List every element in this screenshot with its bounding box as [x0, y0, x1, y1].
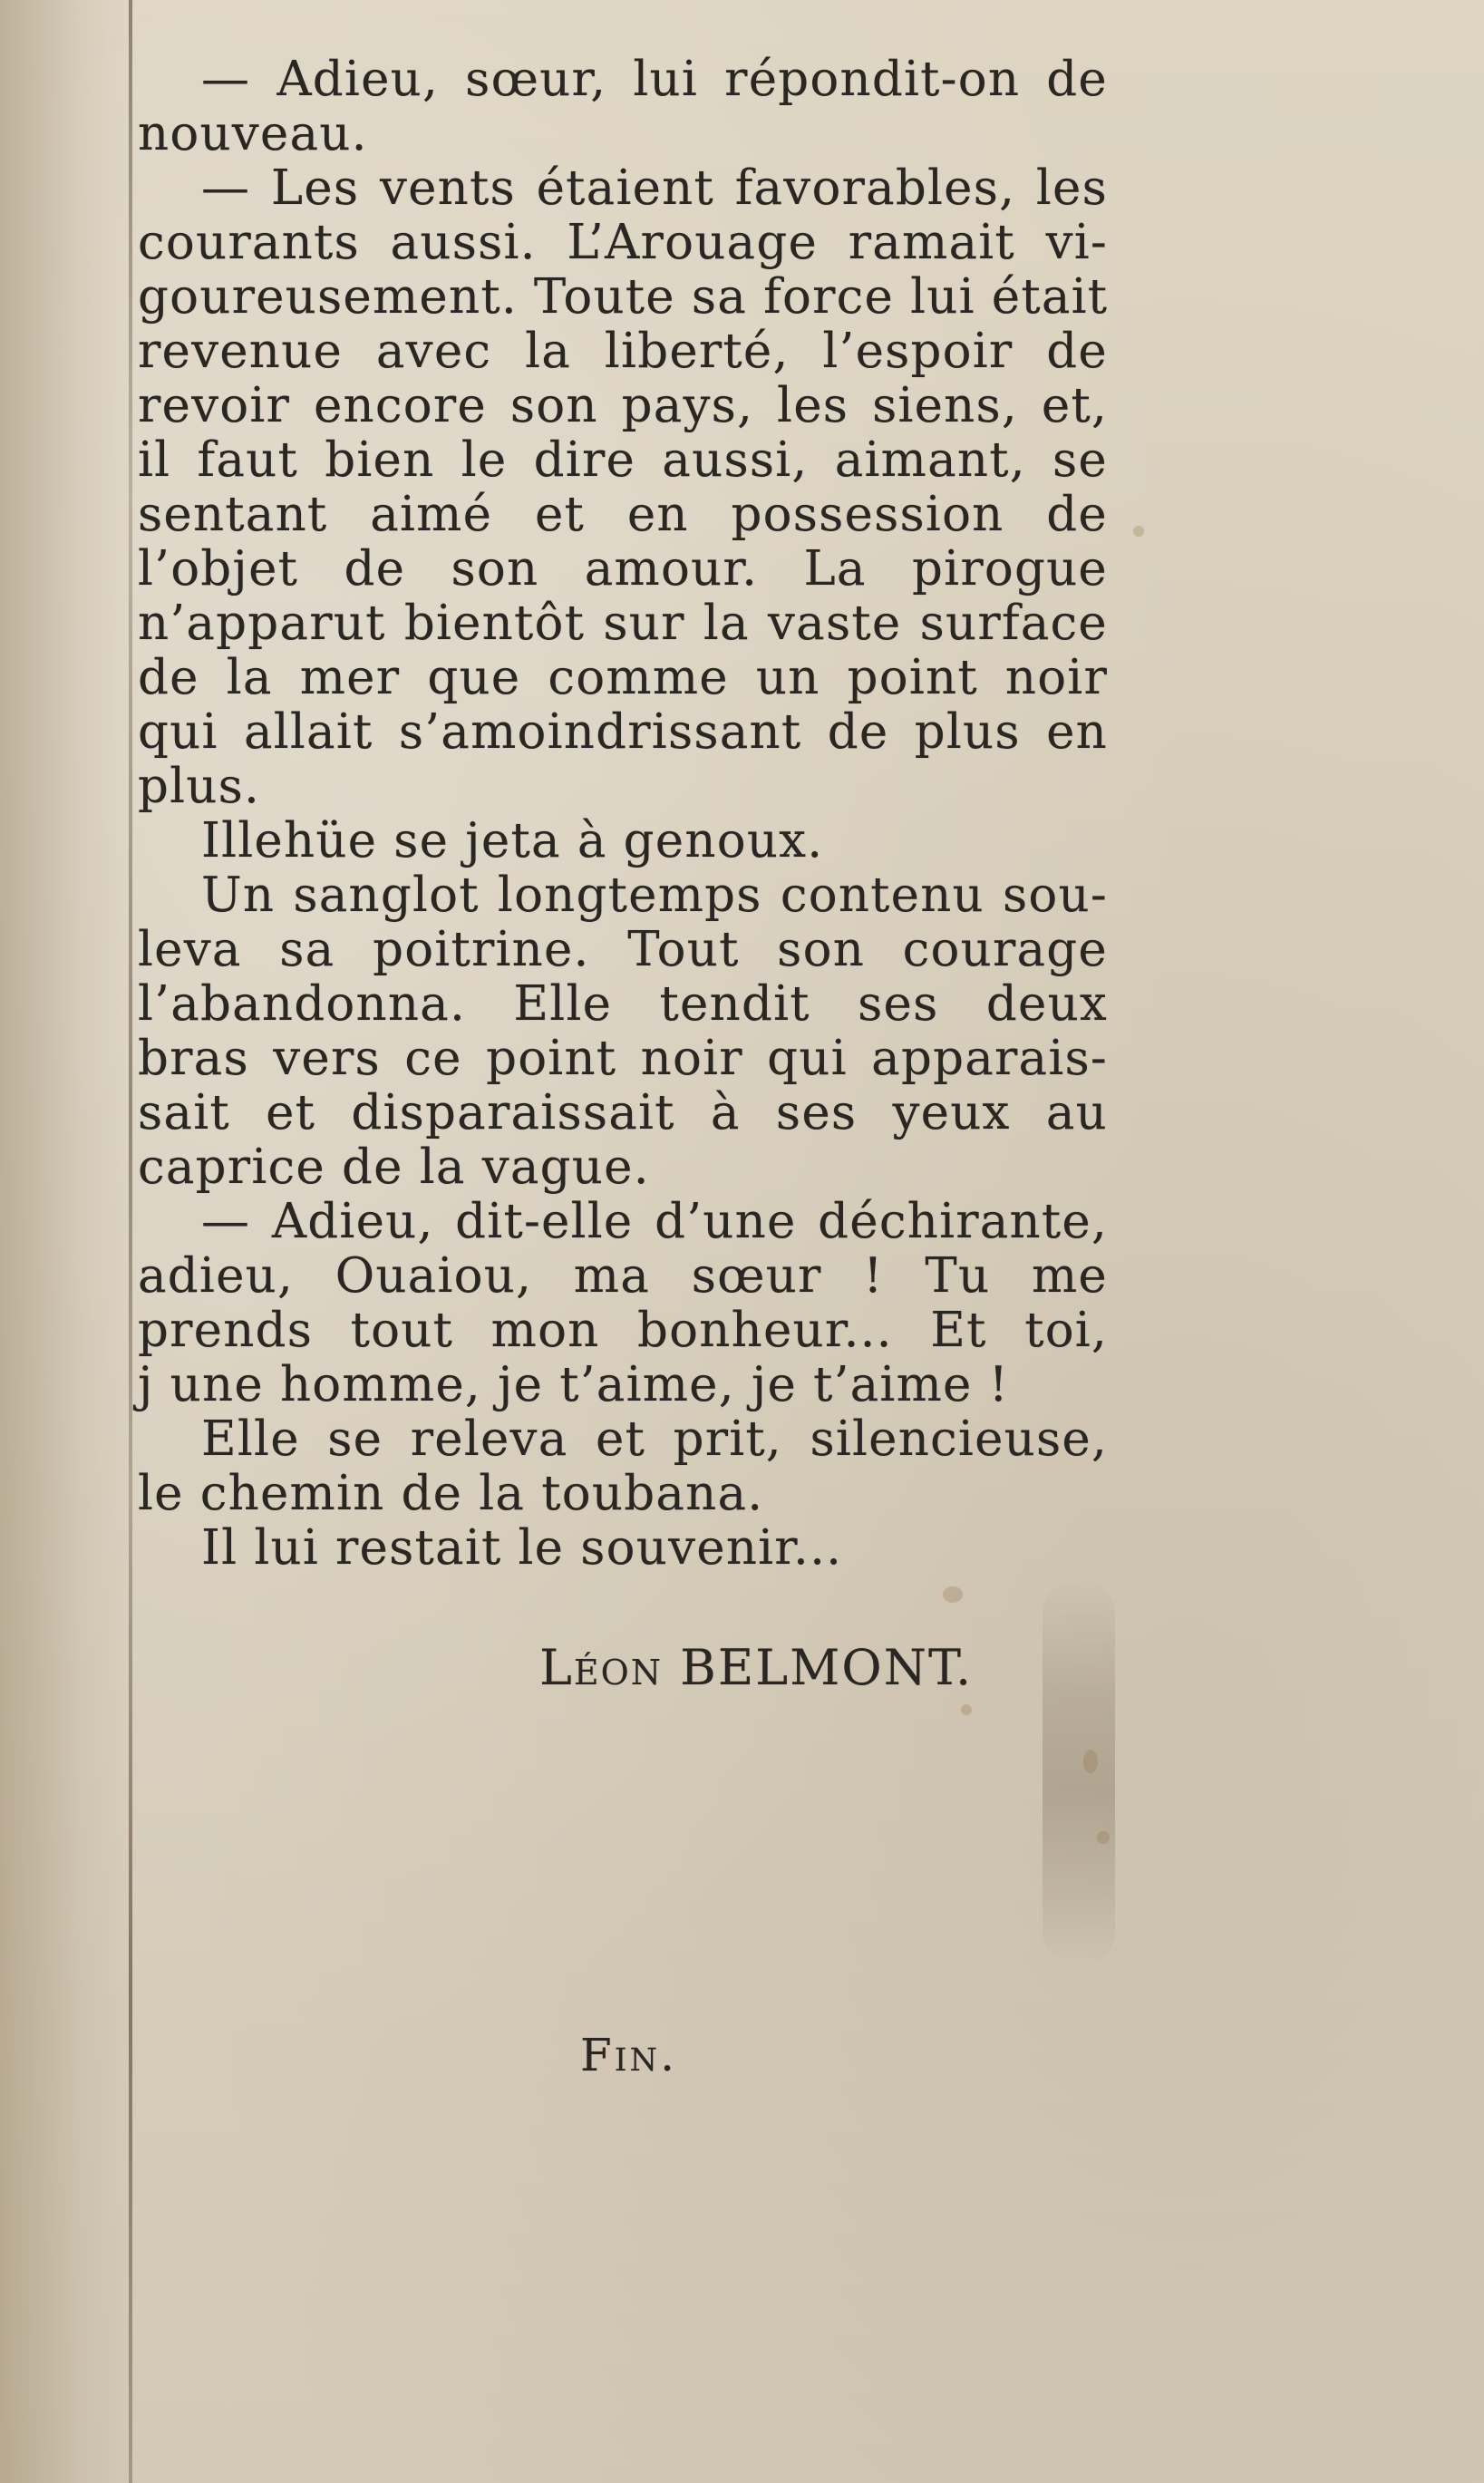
text-line: j une homme, je t’aime, je t’aime ! [138, 1357, 1010, 1412]
text-line: Il lui restait le souvenir... [201, 1520, 843, 1576]
text-line: courants aussi. L’Arouage ramait vi- [138, 215, 1108, 270]
text-line: sait et disparaissait à ses yeux au [138, 1085, 1108, 1140]
text-line: Illehüe se jeta à genoux. [201, 813, 824, 868]
page-stain [1043, 1577, 1115, 1967]
end-mark: Fin. [580, 2029, 678, 2081]
text-line: le chemin de la toubana. [138, 1466, 764, 1521]
text-line: il faut bien le dire aussi, aimant, se [138, 432, 1108, 488]
foxing-spot [1083, 1750, 1098, 1773]
text-line: leva sa poitrine. Tout son courage [138, 922, 1108, 977]
text-line: — Adieu, sœur, lui répondit-on de [201, 52, 1108, 107]
text-line: caprice de la vague. [138, 1140, 650, 1195]
text-line: prends tout mon bonheur... Et toi, [138, 1303, 1108, 1358]
text-line: de la mer que comme un point noir [138, 650, 1108, 705]
foxing-spot [961, 1704, 972, 1715]
foxing-spot [1133, 526, 1144, 537]
text-line: plus. [138, 759, 261, 814]
story-text [138, 53, 1108, 1576]
foxing-spot [1097, 1831, 1110, 1844]
text-line: goureusement. Toute sa force lui était [138, 269, 1109, 325]
text-line: Elle se releva et prit, silencieuse, [201, 1411, 1108, 1467]
text-line: qui allait s’amoindrissant de plus en [138, 704, 1108, 760]
text-line: l’objet de son amour. La pirogue [138, 541, 1108, 597]
author-signature: Léon BELMONT. [539, 1639, 974, 1696]
text-line: — Adieu, dit-elle d’une déchirante, [201, 1194, 1108, 1249]
foxing-spot [943, 1586, 963, 1603]
text-line: — Les vents étaient favorables, les [201, 160, 1108, 216]
text-line: adieu, Ouaiou, ma sœur ! Tu me [138, 1248, 1108, 1304]
text-line: Un sanglot longtemps contenu sou- [201, 868, 1108, 923]
text-line: revenue avec la liberté, l’espoir de [138, 324, 1108, 379]
text-line: sentant aimé et en possession de [138, 487, 1108, 542]
text-line: bras vers ce point noir qui apparais- [138, 1031, 1108, 1086]
binding-shadow [0, 0, 136, 2483]
gutter-line [129, 0, 132, 2483]
text-line: n’apparut bientôt sur la vaste surface [138, 596, 1108, 651]
text-line: revoir encore son pays, les siens, et, [138, 378, 1108, 433]
text-line: nouveau. [138, 106, 368, 161]
text-line: l’abandonna. Elle tendit ses deux [138, 976, 1108, 1032]
